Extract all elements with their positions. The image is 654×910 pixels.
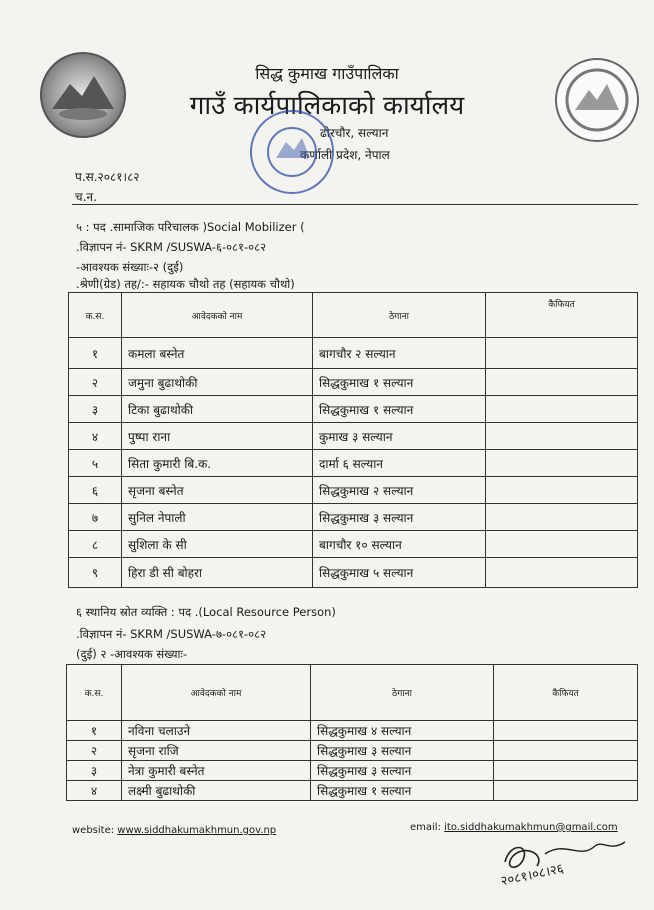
cell-remark: [494, 721, 638, 741]
table-row: [69, 558, 638, 588]
cell-address: सिद्धकुमाख ३ सल्यान: [313, 504, 486, 531]
cell-name: नेत्रा कुमारी बस्नेत: [122, 761, 311, 781]
website-line: [72, 825, 276, 836]
cell-name: नविना चलाउने: [122, 721, 311, 741]
municipality-name: सिद्ध कुमाख गाउँपालिका: [255, 64, 399, 83]
cell-sn: ८: [69, 531, 122, 558]
table-header-row: [67, 665, 638, 721]
cell-address: सिद्धकुमाख ३ सल्यान: [311, 741, 494, 761]
cell-sn: ७: [69, 504, 122, 531]
email-label: email:: [410, 822, 441, 833]
s2-post-line: ६ स्थानिय स्रोत व्यक्ति : पद .(Local Resource Person): [76, 605, 336, 619]
cell-sn: ४: [69, 423, 122, 450]
cell-remark: [486, 369, 638, 396]
cell-sn: १: [69, 338, 122, 369]
cell-address: दार्मा ६ सल्यान: [313, 450, 486, 477]
cell-sn: ४: [67, 781, 122, 801]
cell-sn: ३: [67, 761, 122, 781]
cell-remark: [486, 477, 638, 504]
applicants-table-1: [68, 292, 638, 588]
cell-address: सिद्धकुमाख ४ सल्यान: [311, 721, 494, 741]
table-row: [69, 504, 638, 531]
s1-post-line: ५ : पद .सामाजिक परिचालक )Social Mobilizer (: [76, 220, 305, 234]
table-row: [67, 781, 638, 801]
col-name: आवेदकको नाम: [122, 293, 313, 338]
table-row: [69, 338, 638, 369]
table-row: [69, 423, 638, 450]
dispatch-number: च.न.: [75, 190, 97, 204]
cell-name: हिरा डी सी बोहरा: [122, 558, 313, 588]
cell-address: सिद्धकुमाख ५ सल्यान: [313, 558, 486, 588]
cell-remark: [486, 531, 638, 558]
header-divider: [72, 204, 638, 205]
cell-address: सिद्धकुमाख २ सल्यान: [313, 477, 486, 504]
cell-remark: [486, 450, 638, 477]
cell-sn: ३: [69, 396, 122, 423]
cell-sn: ९: [69, 558, 122, 588]
office-stamp: [250, 110, 334, 194]
table-row: [69, 450, 638, 477]
table-row: [69, 531, 638, 558]
cell-remark: [494, 761, 638, 781]
cell-name: सिता कुमारी बि.क.: [122, 450, 313, 477]
cell-remark: [486, 423, 638, 450]
cell-address: सिद्धकुमाख १ सल्यान: [311, 781, 494, 801]
cell-address: सिद्धकुमाख १ सल्यान: [313, 396, 486, 423]
signature-date: २०८१।०८।२६: [499, 861, 566, 890]
cell-name: पुष्पा राना: [122, 423, 313, 450]
website-label: website:: [72, 825, 115, 836]
s1-grade-line: .श्रेणी(ग्रेड) तह/:- सहायक चौथो तह (सहायक चौथो): [76, 277, 295, 291]
office-name: गाउँ कार्यपालिकाको कार्यालय: [189, 91, 465, 121]
col-sn: क.स.: [69, 293, 122, 338]
cell-sn: २: [69, 369, 122, 396]
cell-remark: [494, 741, 638, 761]
cell-sn: २: [67, 741, 122, 761]
cell-remark: [486, 504, 638, 531]
table-row: [67, 761, 638, 781]
cell-name: कमला बस्नेत: [122, 338, 313, 369]
cell-remark: [494, 781, 638, 801]
table-row: [69, 477, 638, 504]
cell-sn: ६: [69, 477, 122, 504]
s1-need-line: -आवश्यक संख्याः-२ (दुई): [76, 260, 184, 274]
applicants-table-2: [66, 664, 638, 801]
table-header-row: [69, 293, 638, 338]
col-remark: कैफियत: [486, 293, 638, 338]
address-line-1: ढोरचौर, सल्यान: [320, 126, 389, 140]
cell-address: सिद्धकुमाख ३ सल्यान: [311, 761, 494, 781]
cell-name: सृजना बस्नेत: [122, 477, 313, 504]
reference-number: प.स.२०८१।८२: [75, 170, 140, 184]
cell-address: बागचौर १० सल्यान: [313, 531, 486, 558]
cell-name: सुनिल नेपाली: [122, 504, 313, 531]
table-row: [69, 396, 638, 423]
s2-need-line: (दुई) २ -आवश्यक संख्याः-: [76, 647, 187, 661]
cell-remark: [486, 558, 638, 588]
col-address: ठेगाना: [313, 293, 486, 338]
cell-address: सिद्धकुमाख १ सल्यान: [313, 369, 486, 396]
cell-name: सृजना राजि: [122, 741, 311, 761]
table-row: [69, 369, 638, 396]
col-name: आवेदकको नाम: [122, 665, 311, 721]
cell-name: टिका बुढाथोकी: [122, 396, 313, 423]
cell-sn: ५: [69, 450, 122, 477]
email-link[interactable]: ito.siddhakumakhmun@gmail.com: [444, 822, 618, 833]
cell-name: जमुना बुढाथोकी: [122, 369, 313, 396]
cell-name: लक्ष्मी बुढाथोकी: [122, 781, 311, 801]
table-row: [67, 721, 638, 741]
s2-ad-line: .विज्ञापन नं- SKRM /SUSWA-७-०८१-०८२: [76, 627, 267, 641]
col-sn: क.स.: [67, 665, 122, 721]
address-line-2: कर्णाली प्रदेश, नेपाल: [300, 148, 390, 162]
table-row: [67, 741, 638, 761]
cell-remark: [486, 338, 638, 369]
website-link[interactable]: www.siddhakumakhmun.gov.np: [117, 825, 277, 836]
col-address: ठेगाना: [311, 665, 494, 721]
cell-address: बागचौर २ सल्यान: [313, 338, 486, 369]
col-remark: कैफियत: [494, 665, 638, 721]
cell-address: कुमाख ३ सल्यान: [313, 423, 486, 450]
cell-remark: [486, 396, 638, 423]
cell-name: सुशिला के सी: [122, 531, 313, 558]
s1-ad-line: .विज्ञापन नं- SKRM /SUSWA-६-०८१-०८२: [76, 240, 267, 254]
cell-sn: १: [67, 721, 122, 741]
